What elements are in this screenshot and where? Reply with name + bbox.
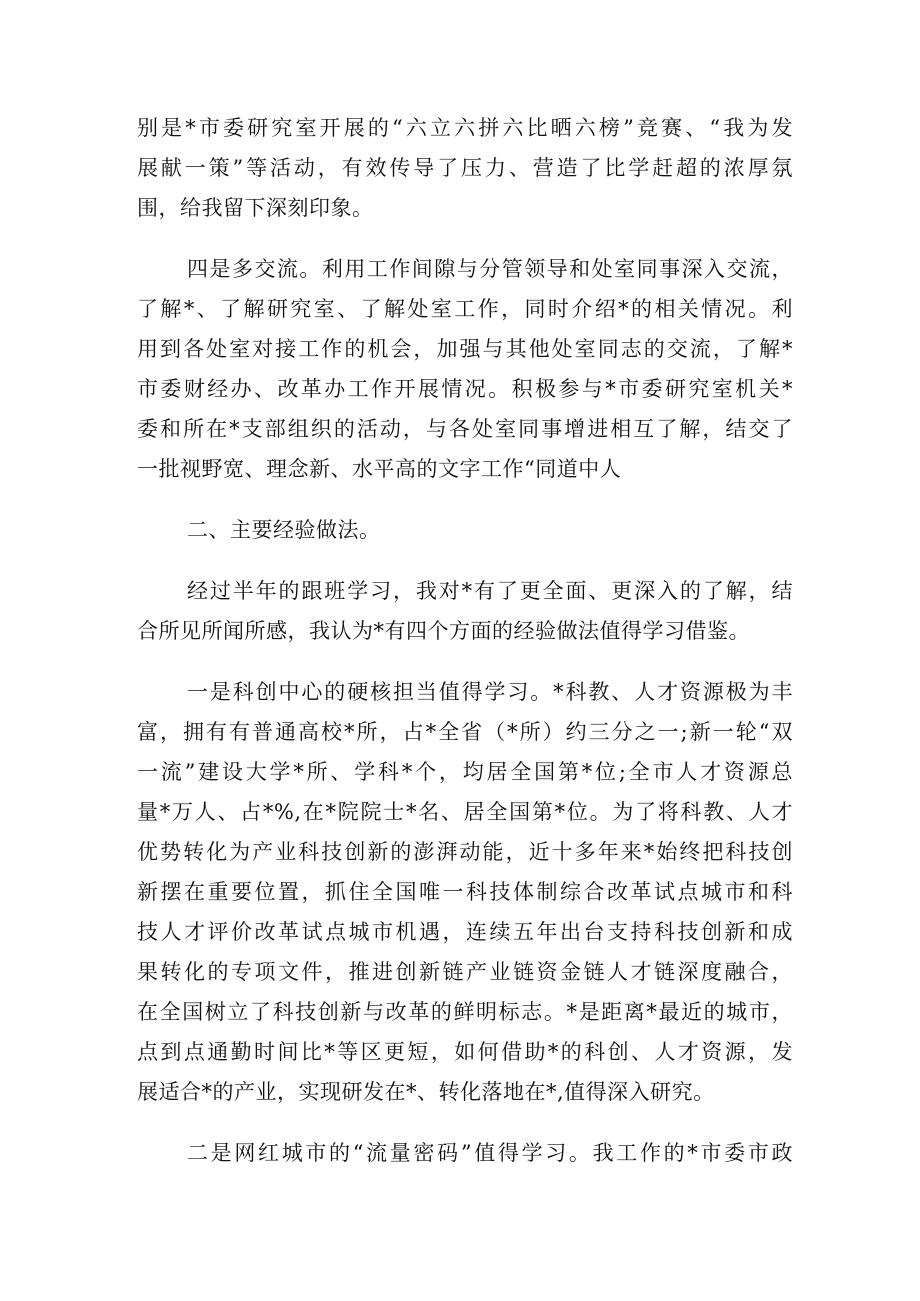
text-line: 果转化的专项文件，推进创新链产业链资金链人才链深度融合， (137, 960, 793, 984)
text-line: 别是*市委研究室开展的“六立六拼六比晒六榜”竞赛、“我为发 (137, 116, 793, 140)
text-line: 一是科创中心的硬核担当值得学习。*科教、人才资源极为丰 (187, 680, 793, 704)
text-line: 优势转化为产业科技创新的澎湃动能，近十多年来*始终把科技创 (137, 840, 793, 864)
text-line: 技人才评价改革试点城市机遇，连续五年出台支持科技创新和成 (137, 920, 793, 944)
text-line: 展献一策”等活动，有效传导了压力、营造了比学赶超的浓厚氛 (137, 156, 793, 180)
paragraph-intro (137, 571, 793, 651)
text-line: 新摆在重要位置，抓住全国唯一科技体制综合改革试点城市和科 (137, 880, 793, 904)
text-line: 二是网红城市的“流量密码”值得学习。我工作的*市委市政 (187, 1141, 793, 1165)
text-line: 在全国树立了科技创新与改革的鲜明标志。*是距离*最近的城市， (137, 1000, 793, 1024)
text-line: 展适合*的产业，实现研发在*、转化落地在*,值得深入研究。 (137, 1080, 715, 1104)
text-line: 了解*、了解研究室、了解处室工作，同时介绍*的相关情况。利 (137, 297, 793, 321)
text-line: 一批视野宽、理念新、水平高的文字工作“同道中人 (137, 457, 622, 481)
text-line: 委和所在*支部组织的活动，与各处室同事增进相互了解，结交了 (137, 417, 793, 441)
paragraph-innovation (137, 672, 793, 1112)
paragraph-continuation (137, 108, 793, 228)
text-line: 市委财经办、改革办工作开展情况。积极参与*市委研究室机关* (137, 377, 793, 401)
section-heading (137, 510, 793, 550)
heading-text: 二、主要经验做法。 (187, 518, 381, 542)
text-line: 经过半年的跟班学习，我对*有了更全面、更深入的了解，结 (187, 579, 793, 603)
paragraph-exchange (137, 249, 793, 489)
text-line: 点到点通勤时间比*等区更短，如何借助*的科创、人才资源，发 (137, 1040, 793, 1064)
document-page (137, 108, 793, 1173)
text-line: 四是多交流。利用工作间隙与分管领导和处室同事深入交流， (187, 257, 793, 281)
text-line: 围，给我留下深刻印象。 (137, 196, 374, 220)
text-line: 用到各处室对接工作的机会，加强与其他处室同志的交流，了解* (137, 337, 793, 361)
paragraph-internet-city (137, 1133, 793, 1173)
text-line: 量*万人、占*%,在*院院士*名、居全国第*位。为了将科教、人才 (137, 800, 793, 824)
text-line: 一流”建设大学*所、学科*个，均居全国第*位;全市人才资源总 (137, 760, 793, 784)
text-line: 富，拥有有普通高校*所，占*全省（*所）约三分之一;新一轮“双 (137, 720, 793, 744)
text-line: 合所见所闻所感，我认为*有四个方面的经验做法值得学习借鉴。 (137, 619, 750, 643)
